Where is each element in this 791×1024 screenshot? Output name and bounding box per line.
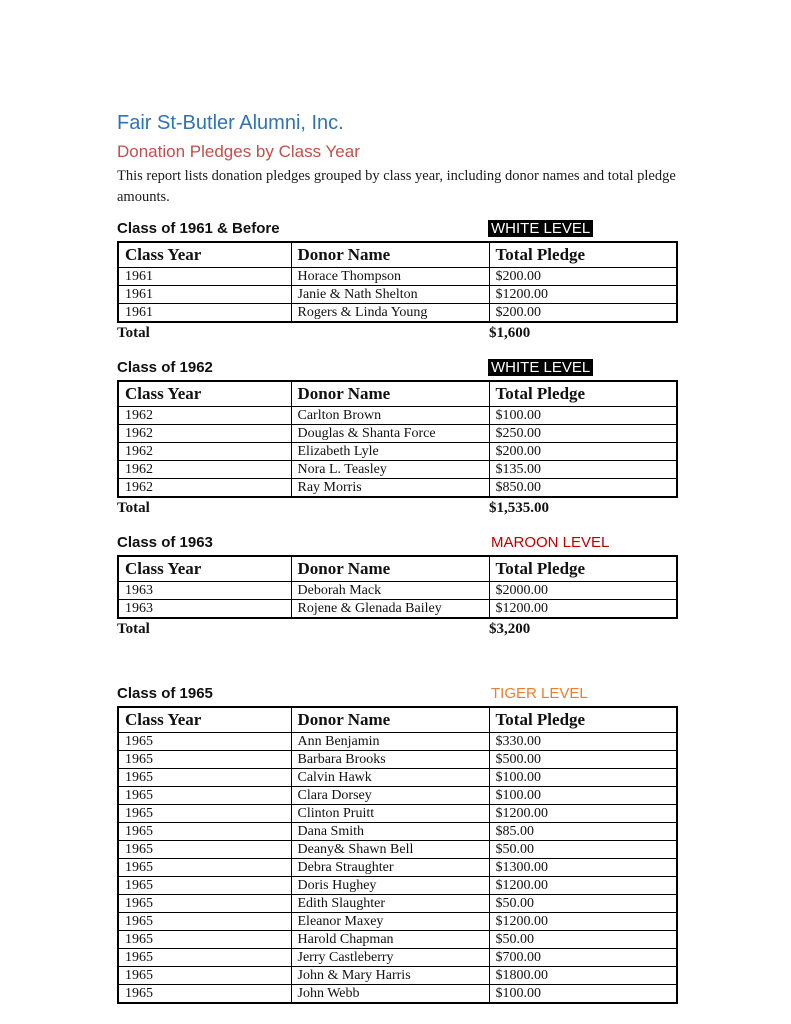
- level-badge: WHITE LEVEL: [488, 220, 593, 237]
- class-section: [117, 220, 676, 343]
- total-pledge-cell: $100.00: [489, 984, 677, 1003]
- class-year-cell: 1965: [118, 786, 291, 804]
- donor-name-cell: Dana Smith: [291, 822, 489, 840]
- total-label: Total: [117, 499, 150, 516]
- pledge-table: [117, 706, 678, 1004]
- donor-name-cell: Nora L. Teasley: [291, 460, 489, 478]
- total-pledge-cell: $100.00: [489, 406, 677, 424]
- class-year-cell: 1965: [118, 822, 291, 840]
- donor-name-cell: Calvin Hawk: [291, 768, 489, 786]
- table-row: [118, 768, 677, 786]
- table-row: [118, 822, 677, 840]
- pledge-table: [117, 241, 678, 323]
- class-heading: Class of 1961 & Before: [117, 219, 280, 237]
- total-pledge-cell: $50.00: [489, 840, 677, 858]
- class-year-cell: 1965: [118, 768, 291, 786]
- level-badge: MAROON LEVEL: [491, 533, 610, 551]
- total-pledge-cell: $1200.00: [489, 876, 677, 894]
- total-pledge-cell: $2000.00: [489, 581, 677, 599]
- section-header: [117, 359, 676, 378]
- class-year-cell: 1962: [118, 478, 291, 497]
- column-header-class-year: Class Year: [118, 556, 291, 582]
- class-heading: Class of 1962: [117, 358, 213, 376]
- table-row: [118, 804, 677, 822]
- report-description: This report lists donation pledges grouped by class year, including donor names and total pledge amounts.: [117, 168, 676, 205]
- pledge-table: [117, 380, 678, 498]
- class-sections: [117, 220, 676, 1004]
- class-year-cell: 1965: [118, 858, 291, 876]
- table-row: [118, 948, 677, 966]
- table-row: [118, 267, 677, 285]
- class-year-cell: 1962: [118, 424, 291, 442]
- table-row: [118, 786, 677, 804]
- total-pledge-cell: $1200.00: [489, 912, 677, 930]
- class-year-cell: 1965: [118, 966, 291, 984]
- total-pledge-cell: $100.00: [489, 786, 677, 804]
- donor-name-cell: Ann Benjamin: [291, 732, 489, 750]
- total-amount: $3,200: [489, 620, 531, 637]
- total-row: [117, 325, 676, 343]
- donor-name-cell: Carlton Brown: [291, 406, 489, 424]
- table-row: [118, 858, 677, 876]
- column-header-donor-name: Donor Name: [291, 556, 489, 582]
- class-section: [117, 685, 676, 1004]
- donor-name-cell: Debra Straughter: [291, 858, 489, 876]
- class-year-cell: 1961: [118, 285, 291, 303]
- class-heading: Class of 1965: [117, 684, 213, 702]
- class-year-cell: 1965: [118, 804, 291, 822]
- donor-name-cell: Deany& Shawn Bell: [291, 840, 489, 858]
- donor-name-cell: Douglas & Shanta Force: [291, 424, 489, 442]
- table-row: [118, 912, 677, 930]
- class-year-cell: 1965: [118, 876, 291, 894]
- donor-name-cell: Ray Morris: [291, 478, 489, 497]
- total-amount: $1,535.00: [489, 499, 549, 516]
- donor-name-cell: John Webb: [291, 984, 489, 1003]
- donor-name-cell: Deborah Mack: [291, 581, 489, 599]
- donor-name-cell: Rojene & Glenada Bailey: [291, 599, 489, 618]
- table-row: [118, 303, 677, 322]
- donor-name-cell: Barbara Brooks: [291, 750, 489, 768]
- column-header-class-year: Class Year: [118, 242, 291, 268]
- donor-name-cell: Elizabeth Lyle: [291, 442, 489, 460]
- donor-name-cell: Jerry Castleberry: [291, 948, 489, 966]
- donor-name-cell: Edith Slaughter: [291, 894, 489, 912]
- column-header-total-pledge: Total Pledge: [489, 556, 677, 582]
- table-header-row: [118, 707, 677, 733]
- class-year-cell: 1965: [118, 948, 291, 966]
- total-pledge-cell: $250.00: [489, 424, 677, 442]
- total-row: [117, 621, 676, 639]
- donor-name-cell: John & Mary Harris: [291, 966, 489, 984]
- section-header: [117, 685, 676, 704]
- total-row: [117, 500, 676, 518]
- table-body: [118, 406, 677, 497]
- table-row: [118, 930, 677, 948]
- class-year-cell: 1965: [118, 984, 291, 1003]
- level-badge: WHITE LEVEL: [488, 359, 593, 376]
- pledge-table: [117, 555, 678, 619]
- total-pledge-cell: $1200.00: [489, 804, 677, 822]
- table-header-row: [118, 242, 677, 268]
- table-body: [118, 267, 677, 322]
- table-row: [118, 581, 677, 599]
- total-pledge-cell: $1200.00: [489, 599, 677, 618]
- column-header-donor-name: Donor Name: [291, 242, 489, 268]
- class-year-cell: 1965: [118, 750, 291, 768]
- total-pledge-cell: $330.00: [489, 732, 677, 750]
- total-pledge-cell: $700.00: [489, 948, 677, 966]
- table-row: [118, 876, 677, 894]
- donor-name-cell: Rogers & Linda Young: [291, 303, 489, 322]
- table-body: [118, 581, 677, 618]
- donor-name-cell: Horace Thompson: [291, 267, 489, 285]
- donor-name-cell: Janie & Nath Shelton: [291, 285, 489, 303]
- class-year-cell: 1961: [118, 267, 291, 285]
- column-header-total-pledge: Total Pledge: [489, 707, 677, 733]
- total-pledge-cell: $100.00: [489, 768, 677, 786]
- column-header-donor-name: Donor Name: [291, 707, 489, 733]
- column-header-class-year: Class Year: [118, 707, 291, 733]
- total-pledge-cell: $500.00: [489, 750, 677, 768]
- table-row: [118, 442, 677, 460]
- class-year-cell: 1962: [118, 442, 291, 460]
- total-pledge-cell: $200.00: [489, 303, 677, 322]
- level-badge: TIGER LEVEL: [491, 684, 588, 702]
- class-year-cell: 1963: [118, 599, 291, 618]
- class-heading: Class of 1963: [117, 533, 213, 551]
- table-row: [118, 732, 677, 750]
- class-year-cell: 1965: [118, 930, 291, 948]
- column-header-donor-name: Donor Name: [291, 381, 489, 407]
- class-section: [117, 534, 676, 639]
- donor-name-cell: Doris Hughey: [291, 876, 489, 894]
- table-header-row: [118, 381, 677, 407]
- total-pledge-cell: $1300.00: [489, 858, 677, 876]
- total-pledge-cell: $1800.00: [489, 966, 677, 984]
- class-year-cell: 1965: [118, 840, 291, 858]
- table-row: [118, 599, 677, 618]
- total-pledge-cell: $200.00: [489, 267, 677, 285]
- section-header: [117, 220, 676, 239]
- total-pledge-cell: $135.00: [489, 460, 677, 478]
- total-pledge-cell: $50.00: [489, 930, 677, 948]
- donor-name-cell: Harold Chapman: [291, 930, 489, 948]
- page-title: Fair St-Butler Alumni, Inc.: [117, 112, 344, 134]
- report-subtitle: Donation Pledges by Class Year: [117, 142, 360, 161]
- table-row: [118, 406, 677, 424]
- class-year-cell: 1965: [118, 732, 291, 750]
- total-pledge-cell: $50.00: [489, 894, 677, 912]
- total-amount: $1,600: [489, 324, 531, 341]
- table-row: [118, 894, 677, 912]
- table-header-row: [118, 556, 677, 582]
- column-header-total-pledge: Total Pledge: [489, 381, 677, 407]
- donor-name-cell: Clinton Pruitt: [291, 804, 489, 822]
- class-year-cell: 1963: [118, 581, 291, 599]
- total-pledge-cell: $200.00: [489, 442, 677, 460]
- class-year-cell: 1965: [118, 894, 291, 912]
- total-pledge-cell: $85.00: [489, 822, 677, 840]
- total-pledge-cell: $850.00: [489, 478, 677, 497]
- total-pledge-cell: $1200.00: [489, 285, 677, 303]
- table-row: [118, 478, 677, 497]
- table-row: [118, 984, 677, 1003]
- total-label: Total: [117, 620, 150, 637]
- table-row: [118, 424, 677, 442]
- class-year-cell: 1962: [118, 460, 291, 478]
- table-row: [118, 750, 677, 768]
- class-year-cell: 1962: [118, 406, 291, 424]
- class-year-cell: 1961: [118, 303, 291, 322]
- class-year-cell: 1965: [118, 912, 291, 930]
- table-row: [118, 460, 677, 478]
- donor-name-cell: Eleanor Maxey: [291, 912, 489, 930]
- section-header: [117, 534, 676, 553]
- table-body: [118, 732, 677, 1003]
- column-header-class-year: Class Year: [118, 381, 291, 407]
- table-row: [118, 966, 677, 984]
- table-row: [118, 285, 677, 303]
- report-content: [117, 112, 676, 1004]
- column-header-total-pledge: Total Pledge: [489, 242, 677, 268]
- class-section: [117, 359, 676, 518]
- donor-name-cell: Clara Dorsey: [291, 786, 489, 804]
- total-label: Total: [117, 324, 150, 341]
- table-row: [118, 840, 677, 858]
